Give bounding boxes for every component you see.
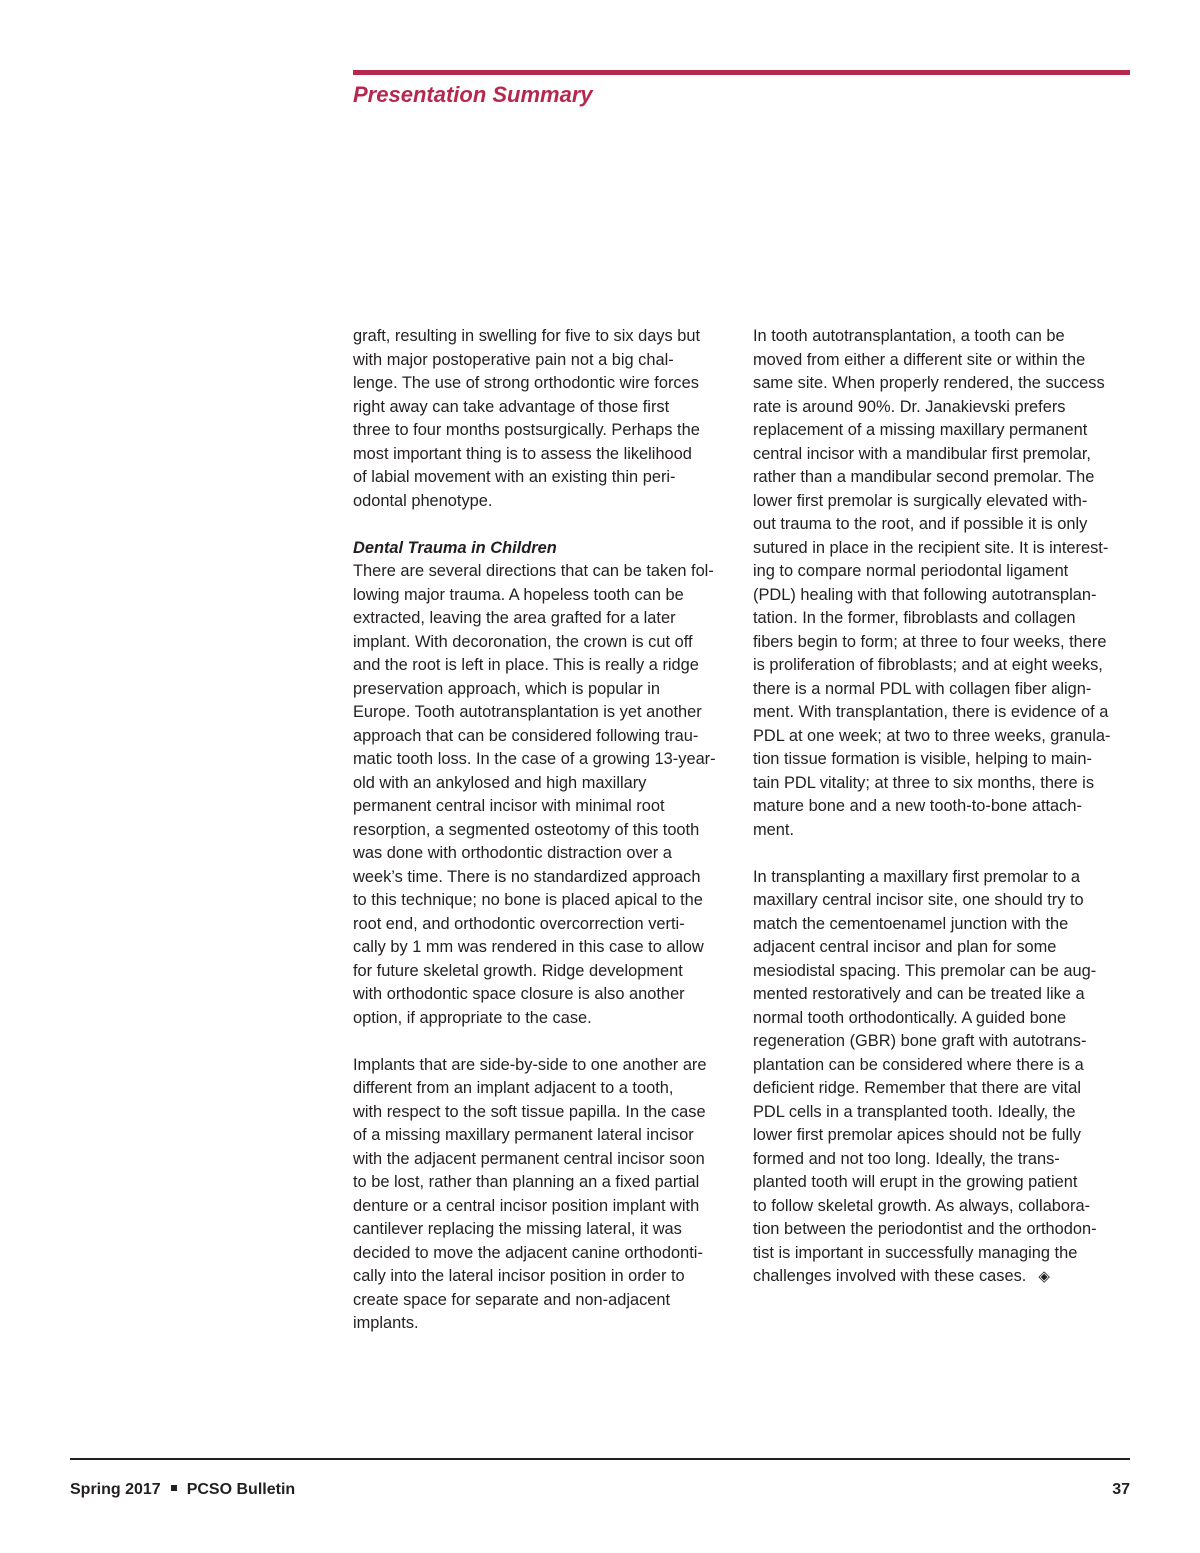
text-line: mented restoratively and can be treated like a — [753, 985, 1085, 1003]
text-line: rate is around 90%. Dr. Janakievski prefers — [753, 397, 1066, 416]
right-column — [753, 325, 1133, 1289]
left-paragraph-1 — [353, 325, 733, 513]
text-line: (PDL) healing with that following autotransplan- — [753, 585, 1097, 604]
text-line: there is a normal PDL with collagen fiber align- — [753, 679, 1092, 698]
text-line: In transplanting a maxillary first premolar to a — [753, 867, 1081, 886]
end-of-article-icon: ◈ — [1038, 1268, 1050, 1285]
text-line: plantation can be considered where there is a — [753, 1055, 1084, 1074]
text-line: regeneration (GBR) bone graft with autotrans- — [753, 1032, 1087, 1050]
text-line: planted tooth will erupt in the growing patient — [753, 1173, 1078, 1191]
right-paragraph-2 — [753, 866, 1133, 1289]
text-line: week’s time. There is no standardized approach — [353, 867, 701, 886]
text-line: moved from either a different site or within the — [753, 350, 1086, 369]
text-line: for future skeletal growth. Ridge development — [353, 961, 683, 980]
text-line: adjacent central incisor and plan for some — [753, 938, 1057, 956]
text-line: right away can take advantage of those first — [353, 397, 670, 416]
text-line: out trauma to the root, and if possible it is only — [753, 515, 1088, 533]
text-line: replacement of a missing maxillary permanent — [753, 421, 1088, 439]
text-line: old with an ankylosed and high maxillary — [353, 773, 647, 792]
text-line: most important thing is to assess the likelihood — [353, 444, 692, 463]
text-line: lower first premolar is surgically elevated with- — [753, 491, 1088, 510]
text-line: extracted, leaving the area grafted for a later — [353, 609, 676, 627]
text-line: tion tissue formation is visible, helping to main- — [753, 750, 1092, 768]
text-line: ing to compare normal periodontal ligament — [753, 562, 1069, 580]
text-line: cally by 1 mm was rendered in this case to allow — [353, 938, 704, 956]
text-line: lenge. The use of strong orthodontic wire forces — [353, 374, 699, 392]
bottom-rule — [70, 1458, 1130, 1460]
text-line: option, if appropriate to the case. — [353, 1008, 592, 1027]
text-line: PDL at one week; at two to three weeks, granula- — [753, 726, 1111, 745]
text-line: Implants that are side-by-side to one another are — [353, 1055, 707, 1074]
text-line: graft, resulting in swelling for five to six days but — [353, 327, 701, 345]
text-line: formed and not too long. Ideally, the trans- — [753, 1149, 1060, 1168]
footer-issue: Spring 2017 — [70, 1481, 161, 1498]
text-line: resorption, a segmented osteotomy of this tooth — [353, 820, 700, 839]
top-rule — [353, 70, 1130, 75]
text-line: with respect to the soft tissue papilla. In the case — [353, 1102, 706, 1121]
page-number: 37 — [1112, 1481, 1130, 1498]
text-line: In tooth autotransplantation, a tooth can be — [753, 327, 1065, 345]
text-line-end: challenges involved with these cases. — [753, 1267, 1027, 1285]
text-line: and the root is left in place. This is really a ridge — [353, 656, 699, 674]
square-bullet-icon — [171, 1485, 177, 1491]
text-line: fibers begin to form; at three to four weeks, there — [753, 632, 1107, 651]
section-title: Presentation Summary — [353, 82, 593, 107]
text-line: root end, and orthodontic overcorrection verti- — [353, 914, 685, 933]
text-line: sutured in place in the recipient site. It is interest- — [753, 538, 1109, 557]
text-line: cantilever replacing the missing lateral, it was — [353, 1220, 682, 1238]
text-line: preservation approach, which is popular in — [353, 679, 661, 698]
text-line: lowing major trauma. A hopeless tooth can be — [353, 585, 684, 604]
text-line: of a missing maxillary permanent lateral incisor — [353, 1126, 694, 1144]
text-line: rather than a mandibular second premolar. The — [753, 468, 1095, 486]
text-line: of labial movement with an existing thin peri- — [353, 468, 676, 486]
text-line: tain PDL vitality; at three to six months, there is — [753, 773, 1095, 792]
left-paragraph-2 — [353, 560, 733, 1030]
text-line: create space for separate and non-adjacent — [353, 1290, 671, 1309]
footer-publication: PCSO Bulletin — [186, 1481, 296, 1498]
text-line: mesiodistal spacing. This premolar can be aug- — [753, 961, 1097, 980]
text-line: different from an implant adjacent to a tooth, — [353, 1079, 674, 1097]
text-line: with major postoperative pain not a big chal- — [353, 350, 674, 369]
text-line: to this technique; no bone is placed apical to the — [353, 891, 703, 909]
right-paragraph-1 — [753, 325, 1133, 842]
text-line: with the adjacent permanent central incisor soon — [353, 1149, 705, 1168]
text-line: three to four months postsurgically. Perhaps the — [353, 421, 700, 439]
text-line: Europe. Tooth autotransplantation is yet another — [353, 703, 702, 721]
left-paragraph-3 — [353, 1054, 733, 1336]
text-line: tion between the periodontist and the orthodon- — [753, 1220, 1097, 1238]
left-column — [353, 325, 733, 1336]
text-line: mature bone and a new tooth-to-bone attach- — [753, 797, 1082, 815]
text-line: odontal phenotype. — [353, 491, 493, 510]
text-line: match the cementoenamel junction with the — [753, 914, 1069, 933]
text-line: There are several directions that can be taken fol- — [353, 562, 714, 580]
text-line: decided to move the adjacent canine orthodonti- — [353, 1243, 703, 1262]
text-line: PDL cells in a transplanted tooth. Ideally, the — [753, 1102, 1076, 1121]
text-line: maxillary central incisor site, one should try to — [753, 891, 1084, 909]
text-line: with orthodontic space closure is also another — [353, 985, 685, 1003]
text-line: to follow skeletal growth. As always, collabora- — [753, 1196, 1091, 1215]
text-line: to be lost, rather than planning an a fixed partial — [353, 1173, 700, 1191]
text-line: is proliferation of fibroblasts; and at eight weeks, — [753, 656, 1103, 674]
text-line: lower first premolar apices should not be fully — [753, 1126, 1081, 1144]
text-line: cally into the lateral incisor position in order to — [353, 1267, 685, 1285]
text-line: deficient ridge. Remember that there are vital — [753, 1079, 1081, 1097]
text-line: implants. — [353, 1314, 419, 1332]
text-line: normal tooth orthodontically. A guided bone — [753, 1008, 1067, 1027]
text-line: denture or a central incisor position implant with — [353, 1196, 700, 1215]
text-line: permanent central incisor with minimal root — [353, 797, 665, 815]
text-line: tist is important in successfully managing the — [753, 1243, 1078, 1262]
text-line: ment. With transplantation, there is evidence of a — [753, 703, 1109, 721]
subheading-dental-trauma: Dental Trauma in Children — [353, 538, 557, 557]
text-line: was done with orthodontic distraction over a — [353, 844, 672, 862]
text-line: central incisor with a mandibular first premolar, — [753, 444, 1091, 463]
text-line: same site. When properly rendered, the success — [753, 374, 1105, 392]
text-line: ment. — [753, 820, 794, 839]
text-line — [753, 1265, 1133, 1289]
text-line: tation. In the former, fibroblasts and collagen — [753, 609, 1076, 627]
text-line: approach that can be considered following trau- — [353, 726, 699, 745]
text-line: matic tooth loss. In the case of a growing 13-year- — [353, 750, 716, 768]
text-line: implant. With decoronation, the crown is cut off — [353, 632, 693, 651]
footer-publication-info — [70, 1478, 295, 1502]
